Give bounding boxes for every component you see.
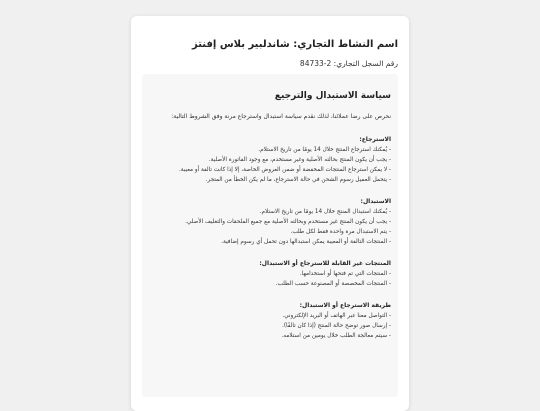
list-item: - التواصل معنا عبر الهاتف أو البريد الإلكتروني.: [282, 313, 391, 319]
section-heading: الاسترجاع:: [359, 136, 391, 143]
exchange-list: [149, 207, 391, 247]
business-name: اسم النشاط التجاري: شاندلبير بلاس إفنتز: [191, 39, 398, 50]
list-item: - يُمكنك استبدال المنتج خلال 14 يومًا من تاريخ الاستلام.: [259, 209, 391, 215]
list-item: - يتم الاستبدال مرة واحدة فقط لكل طلب.: [290, 229, 391, 235]
list-item: - المنتجات التالفة أو المعيبة يمكن استبدالها دون تحمل أي رسوم إضافية.: [221, 239, 391, 245]
policy-card: [131, 16, 409, 411]
return-method-list: [149, 311, 391, 341]
section-heading: طريقة الاسترجاع أو الاستبدال:: [299, 302, 391, 309]
exchange-section: [149, 197, 391, 247]
list-item: - إرسال صور توضح حالة المنتج (إذا كان تالفًا).: [282, 323, 391, 329]
list-item: - يجب أن يكون المنتج غير مستخدم وبحالته الأصلية مع جميع الملحقات والتغليف الأصلي.: [185, 219, 391, 225]
section-heading: المنتجات غير القابلة للاسترجاع أو الاستبدال:: [259, 260, 391, 267]
returns-list: [149, 145, 391, 185]
return-method-section: [149, 301, 391, 341]
policy-title: سياسة الاستبدال والترجيع: [274, 91, 391, 101]
business-header: [131, 16, 409, 69]
policy-intro: نحرص على رضا عملائنا، لذلك نقدم سياسة استبدال واسترجاع مرنة وفق الشروط التالية:: [171, 113, 391, 120]
non-returnable-section: [149, 259, 391, 289]
list-item: - يُمكنك استرجاع المنتج خلال 14 يومًا من تاريخ الاستلام.: [258, 147, 391, 153]
list-item: - يتحمل العميل رسوم الشحن في حالة الاسترجاع، ما لم يكن الخطأ من المتجر.: [205, 177, 391, 183]
list-item: - المنتجات التي تم فتحها أو استخدامها.: [299, 271, 391, 277]
list-item: - المنتجات المخصصة أو المصنوعة حسب الطلب.: [275, 281, 391, 287]
policy-panel: [142, 74, 398, 397]
returns-section: [149, 135, 391, 185]
non-returnable-list: [149, 269, 391, 289]
section-heading: الاستبدال:: [360, 198, 391, 205]
list-item: - سيتم معالجة الطلب خلال يومين من استلامه.: [281, 333, 391, 339]
list-item: - يجب أن يكون المنتج بحالته الأصلية وغير مستخدم، مع وجود الفاتورة الأصلية.: [208, 157, 391, 163]
registration-number: رقم السجل التجاري: 2-84733: [299, 59, 398, 68]
list-item: - لا يمكن استرجاع المنتجات المخفضة أو ضمن العروض الخاصة، إلا إذا كانت تالفة أو معيبة.: [178, 167, 391, 173]
